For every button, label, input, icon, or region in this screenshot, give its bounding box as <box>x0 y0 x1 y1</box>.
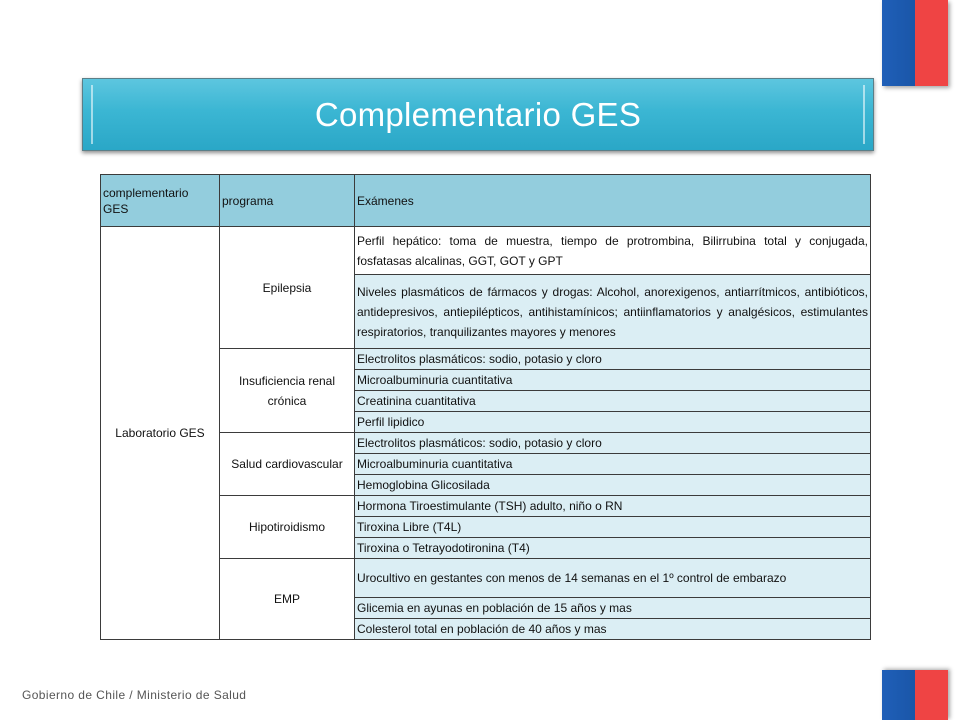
exam-cell: Microalbuminuria cuantitativa <box>355 370 871 391</box>
header-complementario: complementario GES <box>101 175 220 227</box>
header-programa: programa <box>220 175 355 227</box>
program-salud-cardiovascular: Salud cardiovascular <box>220 433 355 496</box>
footer-text: Gobierno de Chile / Ministerio de Salud <box>22 688 247 702</box>
exam-cell: Tiroxina o Tetrayodotironina (T4) <box>355 538 871 559</box>
program-hipotiroidismo: Hipotiroidismo <box>220 496 355 559</box>
exam-cell: Niveles plasmáticos de fármacos y drogas: Alcohol, anorexigenos, antiarrítmicos, antibióticos, antidepresivos, antiepilépticos, antihistamínicos; antiinflamatorios y analgésicos, estimulantes respiratorios, tranquilizantes mayores y menores <box>355 275 871 349</box>
chile-flag-bottom <box>882 670 948 720</box>
exam-cell: Microalbuminuria cuantitativa <box>355 454 871 475</box>
exam-cell: Electrolitos plasmáticos: sodio, potasio y cloro <box>355 349 871 370</box>
header-examenes: Exámenes <box>355 175 871 227</box>
page-title: Complementario GES <box>314 95 642 133</box>
table-header-row <box>101 175 871 227</box>
title-banner <box>82 78 874 151</box>
program-insuficiencia-renal: Insuficiencia renal crónica <box>220 349 355 433</box>
exam-cell: Colesterol total en población de 40 años y mas <box>355 619 871 640</box>
program-epilepsia: Epilepsia <box>220 227 355 349</box>
exam-cell: Urocultivo en gestantes con menos de 14 semanas en el 1º control de embarazo <box>355 559 871 598</box>
exam-cell: Perfil hepático: toma de muestra, tiempo de protrombina, Bilirrubina total y conjugada, fosfatasas alcalinas, GGT, GOT y GPT <box>355 227 871 275</box>
exam-cell: Tiroxina Libre (T4L) <box>355 517 871 538</box>
table-row <box>101 227 871 275</box>
exam-cell: Electrolitos plasmáticos: sodio, potasio y cloro <box>355 433 871 454</box>
exams-table <box>100 174 871 640</box>
exam-cell: Hemoglobina Glicosilada <box>355 475 871 496</box>
exam-cell: Creatinina cuantitativa <box>355 391 871 412</box>
exam-cell: Perfil lipidico <box>355 412 871 433</box>
category-cell: Laboratorio GES <box>101 227 220 640</box>
exam-cell: Hormona Tiroestimulante (TSH) adulto, niño o RN <box>355 496 871 517</box>
program-emp: EMP <box>220 559 355 640</box>
exam-cell: Glicemia en ayunas en población de 15 años y mas <box>355 598 871 619</box>
chile-flag-top <box>882 0 948 86</box>
